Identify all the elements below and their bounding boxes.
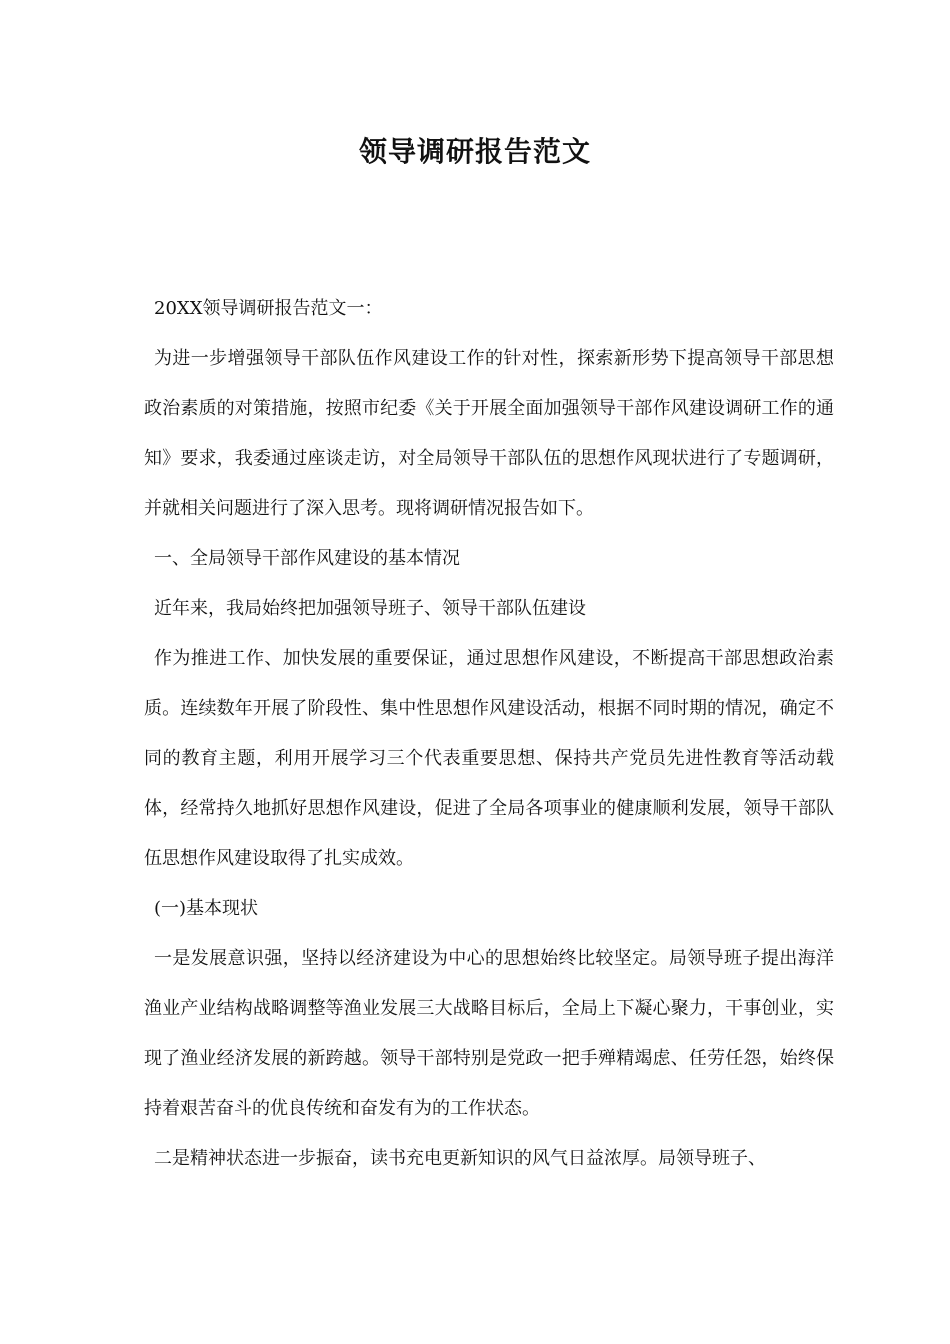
paragraph-heading-intro: 20XX领导调研报告范文一： xyxy=(154,298,383,319)
document-body xyxy=(144,284,834,1184)
paragraph-purpose: 为进一步增强领导干部队伍作风建设工作的针对性，探索新形势下提高领导干部思想政治素质的对策措施，按照市纪委《关于开展全面加强领导干部作风建设调研工作的通知》要求，我委通过座谈走访，对全局领导干部队伍的思想作风现状进行了专题调研，并就相关问题进行了深入思考。现将调研情况报告如下。 xyxy=(144,348,834,519)
section-heading-basic-situation: 一、全局领导干部作风建设的基本情况 xyxy=(154,548,460,569)
document-title: 领导调研报告范文 xyxy=(358,135,591,168)
paragraph-guarantee: 作为推进工作、加快发展的重要保证，通过思想作风建设，不断提高干部思想政治素质。连续数年开展了阶段性、集中性思想作风建设活动，根据不同时期的情况，确定不同的教育主题，利用开展学习三个代表重要思想、保持共产党员先进性教育等活动载体，经常持久地抓好思想作风建设，促进了全局各项事业的健康顺利发展，领导干部队伍思想作风建设取得了扎实成效。 xyxy=(144,648,834,869)
subsection-heading-current-status: (一)基本现状 xyxy=(154,898,259,919)
paragraph-point-one: 一是发展意识强，坚持以经济建设为中心的思想始终比较坚定。局领导班子提出海洋渔业产业结构战略调整等渔业发展三大战略目标后，全局上下凝心聚力，干事创业，实现了渔业经济发展的新跨越。领导干部特别是党政一把手殚精竭虑、任劳任怨，始终保持着艰苦奋斗的优良传统和奋发有为的工作状态。 xyxy=(144,948,834,1119)
paragraph-recent-years: 近年来，我局始终把加强领导班子、领导干部队伍建设 xyxy=(154,598,586,619)
paragraph-point-two: 二是精神状态进一步振奋，读书充电更新知识的风气日益浓厚。局领导班子、 xyxy=(154,1148,766,1169)
